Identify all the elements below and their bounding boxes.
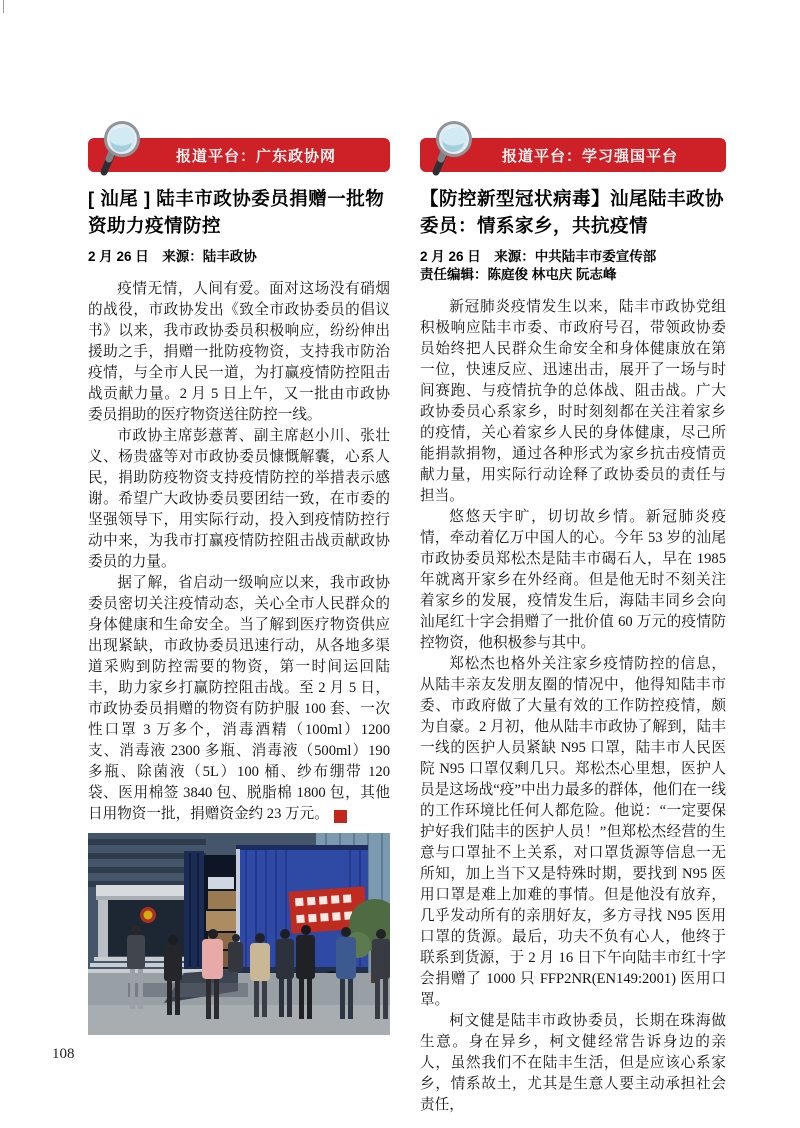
column-left bbox=[88, 122, 390, 1035]
article-body-right bbox=[420, 297, 726, 1116]
body-paragraph: 郑松杰也格外关注家乡疫情防控的信息，从陆丰亲友发朋友圈的情况中，他得知陆丰市委、市政府做了大量有效的工作防控疫情，颇为自豪。2 月初，他从陆丰市政协了解到，陆丰一线的医护人员紧缺 N95 口罩，陆丰市人民医院 N95 口罩仅剩几只。郑松杰心里想，医护人员是这场战“疫”中出力最多的群体，他们在一线的工作环境比任何人都危险。他说：“一定要保护好我们陆丰的医护人员！”但郑松杰经营的生意与口罩扯不上关系，对口罩货源等信息一无所知，加上当下又是特殊时期，要找到 N95 医用口罩是难上加难的事情。但是他没有放弃，几乎发动所有的亲朋好友，多方寻找 N95 医用口罩的货源。最后，功夫不负有心人，他终于联系到货源，于 2 月 16 日下午向陆丰市红十字会捐赠了 1000 只 FFP2NR(EN149:2001) 医用口罩。 bbox=[420, 656, 726, 1008]
end-seal-icon: 协 bbox=[334, 810, 347, 823]
body-paragraph: 新冠肺炎疫情发生以来，陆丰市政协党组积极响应陆丰市委、市政府号召，带领政协委员始终把人民群众生命安全和身体健康放在第一位，快速反应、迅速出击，展开了一场与时间赛跑、与疫情抗争的总体战、阻击战。广大政协委员心系家乡，时时刻刻都在关注着家乡的疫情，关心着家乡人民的身体健康，尽己所能捐款捐物，通过各种形式为家乡抗击疫情贡献力量，用实际行动诠释了政协委员的责任与担当。 bbox=[420, 299, 726, 504]
body-paragraph: 市政协主席彭薏菁、副主席赵小川、张壮义、杨贵盛等对市政协委员慷慨解囊，心系人民，捐助防疫物资支持疫情防控的举措表示感谢。希望广大政协委员要团结一致，在市委的坚强领导下，用实际行动，投入到疫情防控行动中来，为我市打赢疫情防控阻击战贡献政协委员的力量。 bbox=[88, 428, 390, 570]
body-paragraph: 柯文健是陆丰市政协委员，长期在珠海做生意。身在异乡，柯文健经常告诉身边的亲人，虽然我们不在陆丰生活，但是应该心系家乡，情系故土，尤其是生意人要主动承担社会责任， bbox=[420, 1013, 726, 1113]
meta-source-line: 2 月 26 日 来源：中共陆丰市委宣传部 bbox=[420, 249, 657, 264]
body-paragraph: 悠悠天宇旷，切切故乡情。新冠肺炎疫情，牵动着亿万中国人的心。今年 53 岁的汕尾市政协委员郑松杰是陆丰市碣石人，早在 1985 年就离开家乡在外经商。但是他无时不刻关注着家乡的发展，疫情发生后，海陆丰同乡会向汕尾红十字会捐赠了一批价值 60 万元的疫情防控物资，他积极参与其中。 bbox=[420, 509, 726, 651]
banner-label: 报道平台：学习强国平台 bbox=[501, 147, 678, 165]
report-platform-banner-right bbox=[420, 138, 726, 172]
article-title-left: [ 汕尾 ] 陆丰市政协委员捐赠一批物资助力疫情防控 bbox=[88, 188, 385, 236]
magnifier-icon bbox=[428, 119, 474, 177]
body-paragraph: 疫情无情，人间有爱。面对这场没有硝烟的战役，市政协发出《致全市政协委员的倡议书》以来，我市政协委员积极响应，纷纷伸出援助之手，捐赠一批防疫物资，支持我市防治疫情，与全市人民一道，为打赢疫情防控阻击战贡献力量。2 月 5 日上午，又一批由市政协委员捐助的医疗物资送往防控一线。 bbox=[88, 281, 390, 423]
article-meta-right bbox=[420, 248, 726, 284]
donation-truck-photo-illustration bbox=[88, 833, 390, 1035]
report-platform-banner-left bbox=[88, 138, 390, 172]
crop-mark bbox=[3, 0, 4, 13]
body-paragraph: 据了解，省启动一级响应以来，我市政协委员密切关注疫情动态，关心全市人民群众的身体健康和生命安全。当了解到医疗物资供应出现紧缺，市政协委员迅速行动，从各地多渠道采购到防控需要的物资，第一时间运回陆丰，助力家乡打赢防控阻击战。至 2 月 5 日，市政协委员捐赠的物资有防护服 100 套、一次性口罩 3 万多个，消毒酒精（100ml）1200 支、消毒液 2300 多瓶、消毒液（500ml）190 多瓶、除菌液（5L）100 桶、纱布绷带 120 袋、医用棉签 3840 包、脱脂棉 1800 包，其他日用物资一批，捐赠资金约 23 万元。 协 bbox=[88, 575, 390, 822]
meta-editor-line: 责任编辑：陈庭俊 林屯庆 阮志峰 bbox=[420, 267, 617, 282]
page-number: 108 bbox=[52, 1046, 75, 1062]
article-title-right: 【防控新型冠状病毒】汕尾陆丰政协委员：情系家乡，共抗疫情 bbox=[420, 188, 725, 236]
article-body-left bbox=[88, 279, 390, 825]
article-meta-left: 2 月 26 日 来源：陆丰政协 bbox=[88, 249, 257, 264]
article-photo bbox=[88, 833, 390, 1035]
banner-label: 报道平台：广东政协网 bbox=[175, 147, 336, 165]
magnifier-icon bbox=[96, 119, 142, 177]
column-right bbox=[420, 122, 726, 1116]
